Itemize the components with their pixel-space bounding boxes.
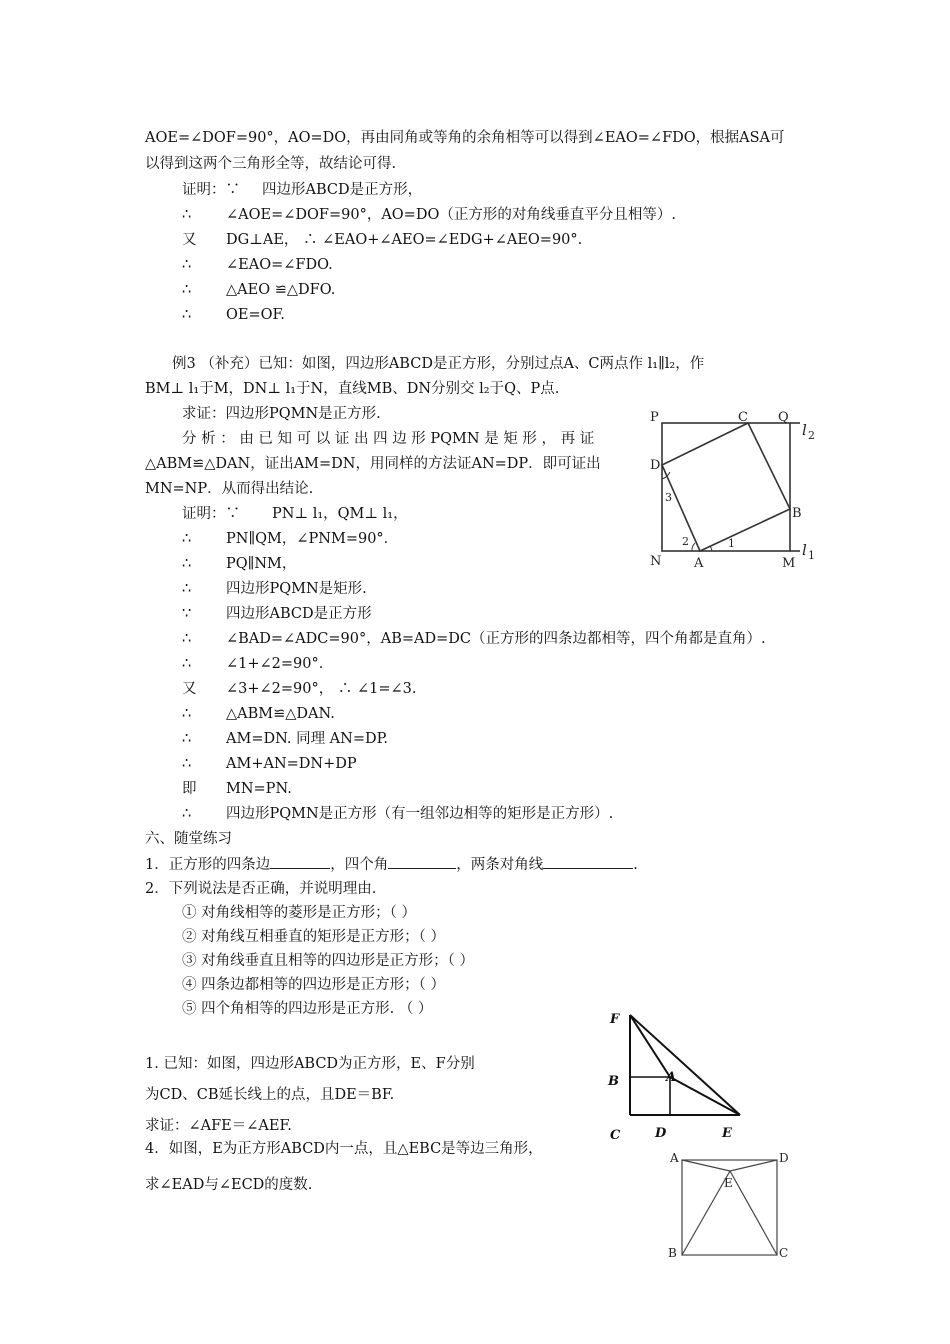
label-a: A	[670, 1151, 679, 1165]
proof2-line	[182, 604, 372, 624]
label-l2-sub: 2	[808, 429, 815, 442]
proof-text: 四边形PQMN是正方形（有一组邻边相等的矩形是正方形）.	[226, 806, 614, 822]
label-l1: l	[802, 541, 807, 559]
label-n: N	[650, 554, 662, 569]
label-e: E	[722, 1126, 732, 1141]
practice-q2: 2．下列说法是否正确，并说明理由.	[145, 881, 377, 897]
proof-text: DG⊥AE， ∴ ∠EAO+∠AEO=∠EDG+∠AEO=90°.	[226, 232, 583, 248]
example3-analysis-2: △ABM≌△DAN，证出AM=DN，用同样的方法证AN=DP．即可证出	[145, 456, 601, 472]
proof2-line	[182, 529, 398, 549]
practice-q3-line-2: 为CD、CB延长线上的点，且DE＝BF.	[145, 1087, 395, 1103]
proof-symbol: ∴	[182, 282, 192, 298]
practice-item: ① 对角线相等的菱形是正方形；（ ）	[182, 905, 416, 921]
proof-symbol: ∴	[182, 806, 192, 822]
square-abcd	[682, 1160, 777, 1255]
label-m: M	[782, 556, 796, 571]
label-angle-2: 2	[682, 535, 689, 548]
proof1-line	[182, 205, 676, 225]
proof-text: ∠3+∠2=90°， ∴ ∠1=∠3.	[226, 681, 417, 697]
q1-blank-2[interactable]	[388, 854, 456, 869]
proof1-line	[182, 305, 285, 325]
practice-item: ③ 对角线垂直且相等的四边形是正方形；（ ）	[182, 953, 474, 969]
label-q: Q	[778, 410, 789, 425]
example3-analysis-1: 分 析 ： 由 已 知 可 以 证 出 四 边 形 PQMN 是 矩 形 ， 再 证	[182, 431, 595, 447]
q1-text-c: ，两条对角线	[456, 857, 544, 873]
label-c: C	[738, 410, 748, 425]
figure-triangle-fce	[600, 1005, 750, 1150]
segment-ed	[730, 1160, 777, 1171]
proof-text: △ABM≌△DAN.	[226, 706, 335, 722]
label-p: P	[650, 410, 659, 425]
proof2-line	[182, 504, 408, 524]
proof-symbol: 又	[182, 232, 197, 248]
proof-text: 四边形PQMN是矩形.	[226, 581, 367, 597]
proof-symbol: ∴	[182, 307, 192, 323]
q1-text-d: .	[633, 857, 638, 873]
segment-ea	[682, 1160, 730, 1171]
proof2-line	[182, 554, 296, 574]
label-a: A	[694, 556, 704, 571]
practice-item: ④ 四条边都相等的四边形是正方形；（ ）	[182, 977, 445, 993]
q1-blank-3[interactable]	[543, 854, 633, 869]
proof-symbol: ∴	[182, 731, 192, 747]
practice-item: ② 对角线互相垂直的矩形是正方形；（ ）	[182, 929, 445, 945]
label-f: F	[610, 1012, 620, 1027]
label-b: B	[668, 1246, 677, 1260]
angle-2-arc	[692, 543, 695, 551]
label-e: E	[724, 1176, 733, 1190]
segment-ec	[730, 1171, 777, 1255]
proof-text: AM+AN=DN+DP	[226, 756, 357, 772]
label-d: D	[779, 1151, 789, 1165]
practice-q4-line-2: 求∠EAD与∠ECD的度数.	[145, 1177, 313, 1193]
proof-symbol: ∴	[182, 631, 192, 647]
proof-text: PN∥QM，∠PNM=90°．	[226, 531, 399, 547]
label-l1-sub: 1	[808, 549, 815, 562]
analysis-line-2: 以得到这两个三角形全等，故结论可得.	[145, 156, 397, 172]
proof-symbol: ∴	[182, 257, 192, 273]
figure-square-ebc	[660, 1145, 800, 1265]
proof1-line	[182, 230, 582, 250]
proof-text: ∠AOE=∠DOF=90°，AO=DO（正方形的对角线垂直平分且相等）.	[226, 207, 676, 223]
proof-symbol: ∴	[182, 556, 192, 572]
label-a: A	[666, 1070, 677, 1085]
proof-symbol: ∴	[182, 531, 192, 547]
proof2-line	[182, 754, 357, 774]
label-c: C	[779, 1246, 789, 1260]
proof-symbol: 证明：∵	[182, 182, 240, 198]
square-pqmn	[662, 423, 790, 551]
analysis-line-1: AOE=∠DOF=90°，AO=DO，再由同角或等角的余角相等可以得到∠EAO=∠FDO，根据ASA可	[145, 130, 785, 146]
label-d: D	[655, 1126, 667, 1141]
proof-symbol: 又	[182, 681, 197, 697]
label-angle-3: 3	[665, 491, 672, 504]
proof-text: ∠EAO=∠FDO.	[226, 257, 333, 273]
proof-text: OE=OF.	[226, 307, 285, 323]
proof2-line	[182, 729, 388, 749]
proof-symbol: ∴	[182, 706, 192, 722]
label-angle-1: 1	[728, 537, 735, 550]
figure-square-pqmn	[640, 405, 830, 575]
example3-line-2: BM⊥ l₁于M，DN⊥ l₁于N，直线MB、DN分别交 l₂于Q、P点.	[145, 381, 560, 397]
proof2-line	[182, 779, 292, 799]
proof-text: ∠BAD=∠ADC=90°，AB=AD=DC（正方形的四条边都相等，四个角都是直角）.	[226, 631, 766, 647]
q1-text-a: 1．正方形的四条边	[145, 857, 271, 873]
q1-text-b: ，四个角	[330, 857, 389, 873]
example3-analysis-3: MN=NP．从而得出结论.	[145, 481, 314, 497]
label-b: B	[608, 1074, 619, 1089]
segment-eb	[682, 1171, 730, 1255]
practice-q1	[145, 854, 638, 875]
proof1-line	[182, 280, 335, 300]
proof1-line	[182, 180, 422, 200]
proof-text: PQ∥NM，	[226, 556, 297, 572]
proof2-line	[182, 654, 333, 674]
q1-blank-1[interactable]	[270, 854, 330, 869]
proof-symbol: ∴	[182, 756, 192, 772]
proof-text: 四边形ABCD是正方形，	[262, 182, 423, 198]
proof1-line	[182, 255, 333, 275]
practice-heading: 六、随堂练习	[145, 831, 232, 847]
proof-text: ∠1+∠2=90°．	[226, 656, 334, 672]
label-d: D	[650, 458, 661, 473]
practice-q3-line-3: 求证：∠AFE＝∠AEF.	[145, 1118, 292, 1134]
proof-symbol: ∴	[182, 656, 192, 672]
label-l2: l	[802, 421, 807, 439]
proof-symbol: 即	[182, 781, 197, 797]
segment-fe	[630, 1015, 740, 1115]
proof-text: PN⊥ l₁，QM⊥ l₁，	[272, 506, 408, 522]
example3-line-1: 例3 （补充）已知：如图，四边形ABCD是正方形，分别过点A、C两点作 l₁∥l₂，作	[172, 356, 705, 372]
proof-symbol: ∴	[182, 581, 192, 597]
proof-symbol: 证明：∵	[182, 506, 240, 522]
square-abcd	[662, 423, 790, 551]
proof-text: MN=PN.	[226, 781, 292, 797]
label-b: B	[792, 506, 802, 521]
practice-q3-line-1: 1. 已知：如图，四边形ABCD为正方形，E、F分别	[145, 1056, 475, 1072]
proof2-line	[182, 629, 766, 649]
proof-symbol: ∴	[182, 207, 192, 223]
proof2-line	[182, 679, 416, 699]
proof-text: △AEO ≌△DFO.	[226, 282, 336, 298]
example3-prove: 求证：四边形PQMN是正方形.	[182, 406, 381, 422]
label-c: C	[610, 1128, 621, 1143]
proof2-line	[182, 804, 613, 824]
practice-q4-line-1: 4．如图，E为正方形ABCD内一点，且△EBC是等边三角形，	[145, 1141, 543, 1157]
proof-text: 四边形ABCD是正方形	[226, 606, 372, 622]
proof2-line	[182, 579, 367, 599]
proof2-line	[182, 704, 335, 724]
practice-item: ⑤ 四个角相等的四边形是正方形. （ ）	[182, 1001, 433, 1017]
proof-text: AM=DN. 同理 AN=DP.	[226, 731, 389, 747]
proof-symbol: ∵	[182, 606, 192, 622]
